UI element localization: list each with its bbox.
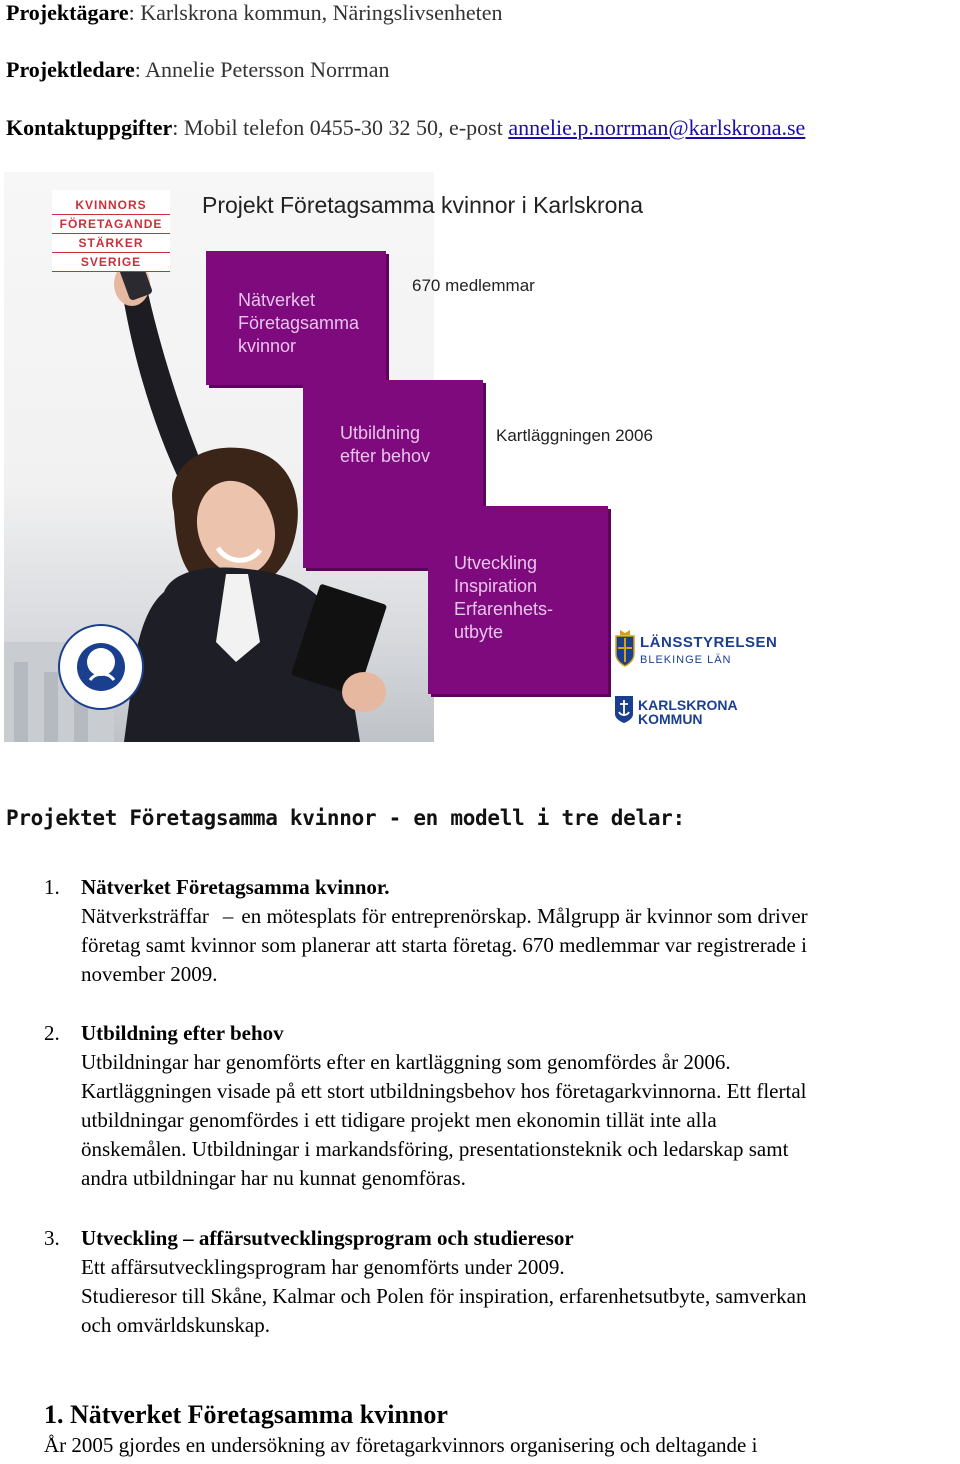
karlskrona-kommun-text	[638, 698, 738, 726]
kfs-line-3: STÄRKER	[52, 234, 170, 253]
lansstyrelsen-line-2: BLEKINGE LÄN	[640, 654, 732, 666]
box-natverket-label: Nätverket Företagsamma kvinnor	[238, 290, 360, 356]
leader-line	[6, 57, 390, 83]
item-1-heading: Nätverket Företagsamma kvinnor.	[81, 875, 390, 899]
owner-value: : Karlskrona kommun, Näringslivsenheten	[128, 0, 503, 25]
item-1-line-1b: en mötesplats för entreprenörskap. Målgrupp är kvinnor som driver	[241, 904, 808, 928]
item-2-line-5: andra utbildningar har nu kunnat genomföras.	[81, 1166, 466, 1190]
lansstyrelsen-crest-icon	[614, 628, 636, 668]
item-1-line-3: november 2009.	[81, 962, 218, 986]
item-3	[81, 1224, 960, 1340]
karlskrona-crest-icon	[614, 694, 634, 724]
box-natverket	[206, 251, 386, 385]
item-2-number: 2.	[44, 1021, 60, 1045]
box-utveckling	[428, 506, 608, 694]
item-1-number: 1.	[44, 875, 60, 899]
contact-label: Kontaktuppgifter	[6, 115, 173, 140]
lansstyrelsen-logo	[614, 628, 778, 676]
kvinnors-foretagande-logo	[52, 190, 170, 272]
foretagsamma-kvinnor-stamp-logo	[56, 622, 146, 712]
item-2	[81, 1019, 960, 1193]
item-3-heading-part-1: Utveckling	[81, 1226, 178, 1250]
leader-label: Projektledare	[6, 57, 135, 82]
item-3-heading-part-2: affärsutvecklingsprogram och studieresor	[198, 1226, 574, 1250]
contact-value: : Mobil telefon 0455-30 32 50, e-post	[172, 115, 509, 140]
item-2-heading: Utbildning efter behov	[81, 1021, 284, 1045]
section-heading: Projektet Företagsamma kvinnor - en modell i tre delar:	[6, 806, 685, 830]
item-2-line-3: utbildningar genomfördes i ett tidigare projekt men ekonomin tillät inte alla	[81, 1108, 717, 1132]
email-link[interactable]: annelie.p.norrman@karlskrona.se	[508, 115, 806, 140]
kfs-line-4: SVERIGE	[52, 253, 170, 272]
footer-text: År 2005 gjordes en undersökning av företagarkvinnors organisering och deltagande i	[44, 1433, 758, 1457]
item-3-heading: Utveckling – affärsutvecklingsprogram och studieresor	[81, 1226, 574, 1250]
item-1-line-2: företag samt kvinnor som planerar att starta företag. 670 medlemmar var registrerade i	[81, 933, 807, 957]
owner-line	[6, 0, 503, 26]
members-label: 670 medlemmar	[412, 276, 535, 295]
footer-heading: 1. Nätverket Företagsamma kvinnor	[44, 1400, 448, 1429]
karlskrona-kommun-logo	[614, 694, 744, 730]
item-1-line-1: Nätverksträffar – en mötesplats för entreprenörskap. Målgrupp är kvinnor som driver	[81, 904, 808, 928]
item-3-line-3: och omvärldskunskap.	[81, 1313, 270, 1337]
item-3-line-1: Ett affärsutvecklingsprogram har genomförts under 2009.	[81, 1255, 565, 1279]
item-2-line-4: önskemålen. Utbildningar i markandsföring, presentationsteknik och ledarskap samt	[81, 1137, 789, 1161]
item-3-number: 3.	[44, 1226, 60, 1250]
kartlaggning-label: Kartläggningen 2006	[496, 426, 653, 445]
kk-line-1: KARLSKRONA	[638, 697, 738, 713]
box-utbildning-label: Utbildning efter behov	[340, 423, 431, 466]
item-3-line-2: Studieresor till Skåne, Kalmar och Polen för inspiration, erfarenhetsutbyte, samverkan	[81, 1284, 807, 1308]
box-utveckling-label: Utveckling Inspiration Erfarenhets- utbyte	[454, 553, 554, 642]
leader-value: : Annelie Petersson Norrman	[134, 57, 390, 82]
item-2-line-2: Kartläggningen visade på ett stort utbildningsbehov hos företagarkvinnorna. Ett flertal	[81, 1079, 807, 1103]
kk-line-2: KOMMUN	[638, 711, 703, 727]
lansstyrelsen-line-1: LÄNSSTYRELSEN	[640, 634, 778, 651]
item-1-line-1a: Nätverksträffar	[81, 904, 209, 928]
item-2-line-1: Utbildningar har genomförts efter en kartläggning som genomfördes år 2006.	[81, 1050, 731, 1074]
kfs-line-2: FÖRETAGANDE	[52, 215, 170, 234]
item-1	[81, 873, 960, 989]
contact-line	[6, 115, 805, 141]
figure-title: Projekt Företagsamma kvinnor i Karlskrona	[202, 192, 643, 218]
owner-label: Projektägare	[6, 0, 129, 25]
kfs-line-1: KVINNORS	[52, 196, 170, 215]
